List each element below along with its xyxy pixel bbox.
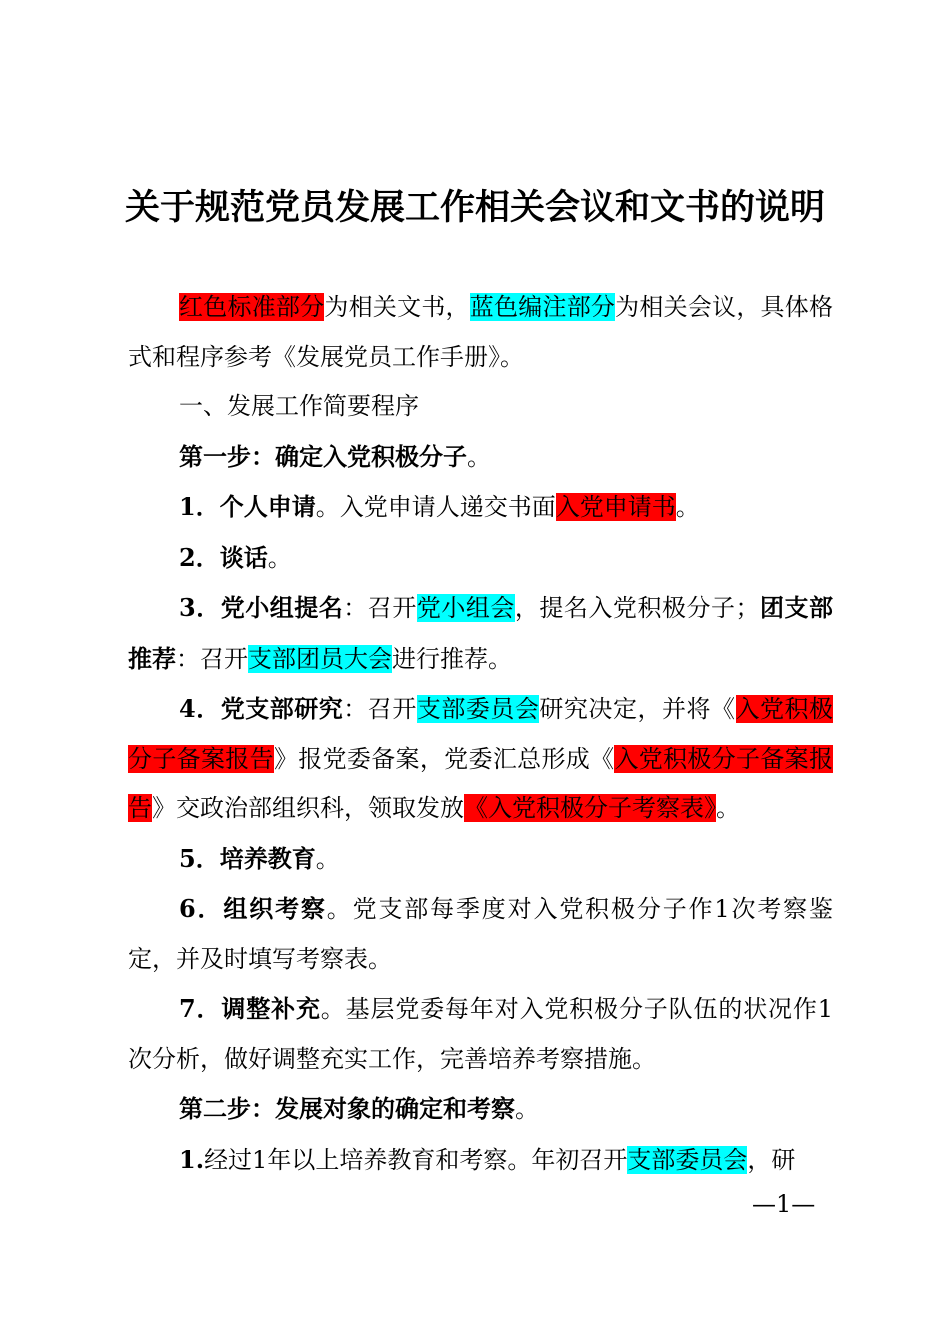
text-run: 。 [515, 1095, 539, 1123]
section-heading: 一、发展工作简要程序 [179, 392, 419, 420]
red-highlight-text: 入党积极分子备案报告 [128, 744, 834, 822]
page-number: —1— [752, 1190, 816, 1218]
item-title: 团支部推荐 [128, 593, 834, 673]
blue-highlight-text: 支部团员大会 [248, 644, 392, 673]
text-run: 研究决定，并将《 [539, 695, 736, 723]
item-title: 个人申请 [219, 492, 316, 521]
step-text: 确定入党积极分子 [275, 441, 467, 471]
blue-highlight-text: 支部委员会 [627, 1145, 748, 1174]
red-highlight-text: 红色标准部分 [179, 293, 325, 321]
item-number: 5． [179, 843, 220, 873]
text-run: 。基层党委每年对入党积极分子队伍的状况作1次分析，做好调整充实工作，完善培养考察措施。 [128, 995, 834, 1073]
item-title: 党小组提名 [220, 593, 344, 622]
list-item [128, 1135, 833, 1186]
item-title: 调整补充 [221, 994, 321, 1023]
text-run: 。 [716, 794, 740, 822]
list-item [128, 482, 833, 533]
item-number: 4． [179, 694, 221, 723]
document-body [128, 283, 833, 1185]
intro-paragraph [128, 283, 833, 382]
text-run: 。 [315, 844, 340, 873]
step-text: 发展对象的确定和考察 [275, 1094, 515, 1123]
red-highlight-text: 入党申请书 [555, 493, 676, 521]
red-highlight-text: 入党积极分子备案报告 [128, 695, 834, 773]
item-title: 谈话 [219, 542, 268, 572]
item-title: 组织考察 [223, 894, 327, 923]
list-item [128, 583, 833, 684]
text-run: 。党支部每季度对入党积极分子作1次考察鉴定，并及时填写考察表。 [128, 895, 834, 973]
item-number: 3． [179, 593, 221, 622]
blue-highlight-text: 蓝色编注部分 [469, 293, 616, 321]
text-run: ：召开 [343, 695, 417, 723]
text-run: 。 [267, 543, 292, 572]
step-label: 第一步： [179, 441, 275, 471]
text-run: 》交政治部组织科，领取发放 [152, 794, 464, 822]
step-heading [128, 432, 833, 483]
text-run: 为相关文书， [324, 293, 470, 321]
step-heading [128, 1084, 833, 1135]
item-number: 7． [179, 994, 222, 1023]
red-highlight-text: 《入党积极分子考察表》 [464, 794, 716, 822]
text-run: ：召开 [176, 644, 248, 673]
document-title: 关于规范党员发展工作相关会议和文书的说明 [124, 187, 825, 228]
text-run: 为相关会议，具体格式和程序参考《发展党员工作手册》。 [128, 293, 834, 371]
text-run: 。 [467, 442, 491, 471]
text-run: ，提名入党积极分子； [514, 594, 760, 622]
item-number: 1. [179, 1144, 205, 1174]
item-number: 2． [179, 542, 220, 572]
step-label: 第二步： [179, 1094, 275, 1123]
item-title: 培养教育 [219, 843, 316, 873]
list-item [128, 684, 833, 834]
list-item [128, 884, 833, 984]
text-run: ：召开 [343, 594, 417, 622]
blue-highlight-text: 支部委员会 [416, 695, 540, 723]
text-run: 经过1年以上培养教育和考察。年初召开 [204, 1145, 628, 1174]
list-item [128, 984, 833, 1084]
text-run: 进行推荐。 [392, 644, 512, 673]
blue-highlight-text: 党小组会 [416, 594, 515, 622]
text-run: 。 [675, 493, 700, 521]
item-number: 1． [179, 492, 220, 521]
item-title: 党支部研究 [220, 694, 344, 723]
list-item [128, 533, 833, 584]
text-run: ，研 [747, 1145, 796, 1174]
item-number: 6． [179, 894, 224, 923]
text-run: 》报党委备案，党委汇总形成《 [273, 744, 615, 773]
text-run: 。入党申请人递交书面 [315, 493, 556, 521]
list-item [128, 834, 833, 885]
